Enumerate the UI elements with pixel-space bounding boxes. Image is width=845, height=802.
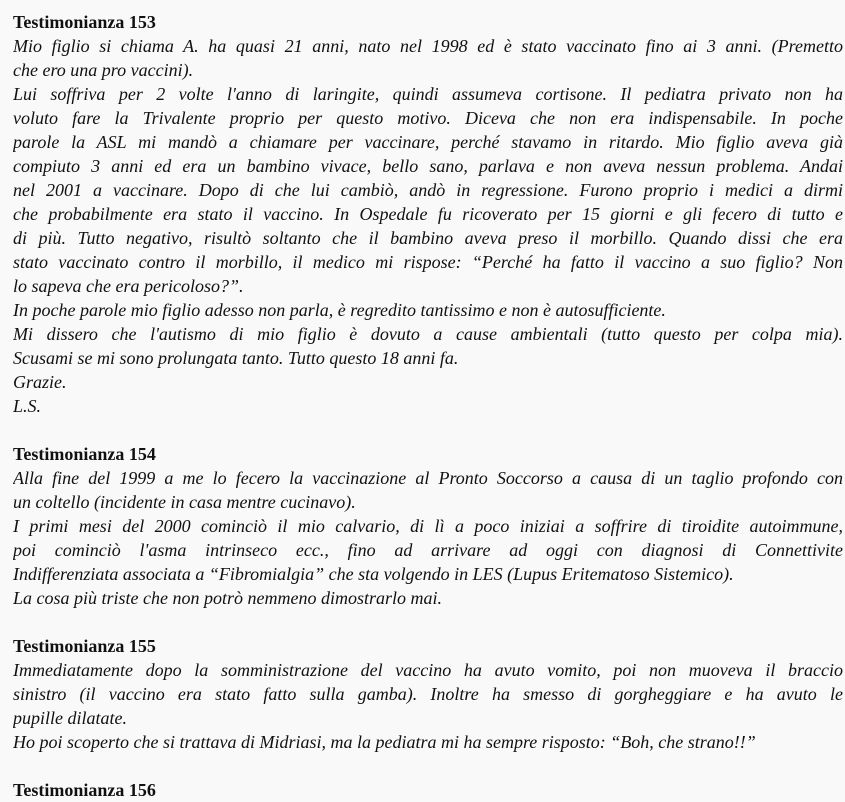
testimony-text-line: Mio figlio si chiama A. ha quasi 21 anni, nato nel 1998 ed è stato vaccinato fino ai 3 anni. (Premetto: [13, 36, 843, 56]
testimony-heading: Testimonianza 154: [13, 444, 156, 464]
testimony-text-line: poi cominciò l'asma intrinseco ecc., fino ad arrivare ad oggi con diagnosi di Connettivite: [13, 540, 843, 560]
testimony-text-line: In poche parole mio figlio adesso non parla, è regredito tantissimo e non è autosufficiente.: [13, 300, 666, 320]
testimony-text-line: Scusami se mi sono prolungata tanto. Tutto questo 18 anni fa.: [13, 348, 459, 368]
testimony-text-line: stato vaccinato contro il morbillo, il medico mi rispose: “Perché ha fatto il vaccino a suo figlio? Non: [13, 252, 843, 272]
testimony-text-line: di più. Tutto negativo, risultò soltanto che il bambino aveva preso il morbillo. Quando dissi che era: [13, 228, 843, 248]
testimony-section: [13, 634, 843, 754]
testimony-text-line: Mi dissero che l'autismo di mio figlio è dovuto a cause ambientali (tutto questo per colpa mia).: [13, 324, 843, 344]
testimony-text-line: pupille dilatate.: [13, 708, 127, 728]
testimony-text-line: che probabilmente era stato il vaccino. In Ospedale fu ricoverato per 15 giorni e gli fecero di tutto e: [13, 204, 843, 224]
testimony-section: [13, 10, 843, 418]
testimony-text-line: I primi mesi del 2000 cominciò il mio calvario, di lì a poco iniziai a soffrire di tiroidite autoimmune,: [13, 516, 843, 536]
testimony-section: [13, 442, 843, 610]
testimony-text-line: compiuto 3 anni ed era un bambino vivace, bello sano, parlava e non aveva nessun problema. Andai: [13, 156, 843, 176]
testimony-text-line: La cosa più triste che non potrò nemmeno dimostrarlo mai.: [13, 588, 442, 608]
testimony-text-line: nel 2001 a vaccinare. Dopo di che lui cambiò, andò in regressione. Furono proprio i medici a dirmi: [13, 180, 843, 200]
testimony-text-line: sinistro (il vaccino era stato fatto sulla gamba). Inoltre ha smesso di gorgheggiare e ha avuto le: [13, 684, 843, 704]
testimony-heading: Testimonianza 153: [13, 12, 156, 32]
testimony-text-line: Immediatamente dopo la somministrazione del vaccino ha avuto vomito, poi non muoveva il braccio: [13, 660, 843, 680]
testimony-text-line: parole la ASL mi mandò a chiamare per vaccinare, perché stavamo in ritardo. Mio figlio aveva già: [13, 132, 843, 152]
testimony-section: [13, 778, 843, 802]
testimony-text-line: Indifferenziata associata a “Fibromialgia” che sta volgendo in LES (Lupus Eritematoso Sistemico).: [13, 564, 734, 584]
testimony-text-line: un coltello (incidente in casa mentre cucinavo).: [13, 492, 356, 512]
testimony-text-line: Alla fine del 1999 a me lo fecero la vaccinazione al Pronto Soccorso a causa di un taglio profondo con: [13, 468, 843, 488]
testimony-text-line: Lui soffriva per 2 volte l'anno di laringite, quindi assumeva cortisone. Il pediatra privato non ha: [13, 84, 843, 104]
testimony-text-line: L.S.: [13, 396, 42, 416]
testimony-heading: Testimonianza 155: [13, 636, 156, 656]
testimony-text-line: Ho poi scoperto che si trattava di Midriasi, ma la pediatra mi ha sempre risposto: “Boh, che strano!!”: [13, 732, 756, 752]
testimony-text-line: che ero una pro vaccini).: [13, 60, 194, 80]
testimony-text-line: lo sapeva che era pericoloso?”.: [13, 276, 244, 296]
testimony-heading: Testimonianza 156: [13, 780, 156, 800]
testimony-text-line: Grazie.: [13, 372, 67, 392]
testimony-text-line: voluto fare la Trivalente proprio per questo motivo. Diceva che non era indispensabile. In poche: [13, 108, 843, 128]
